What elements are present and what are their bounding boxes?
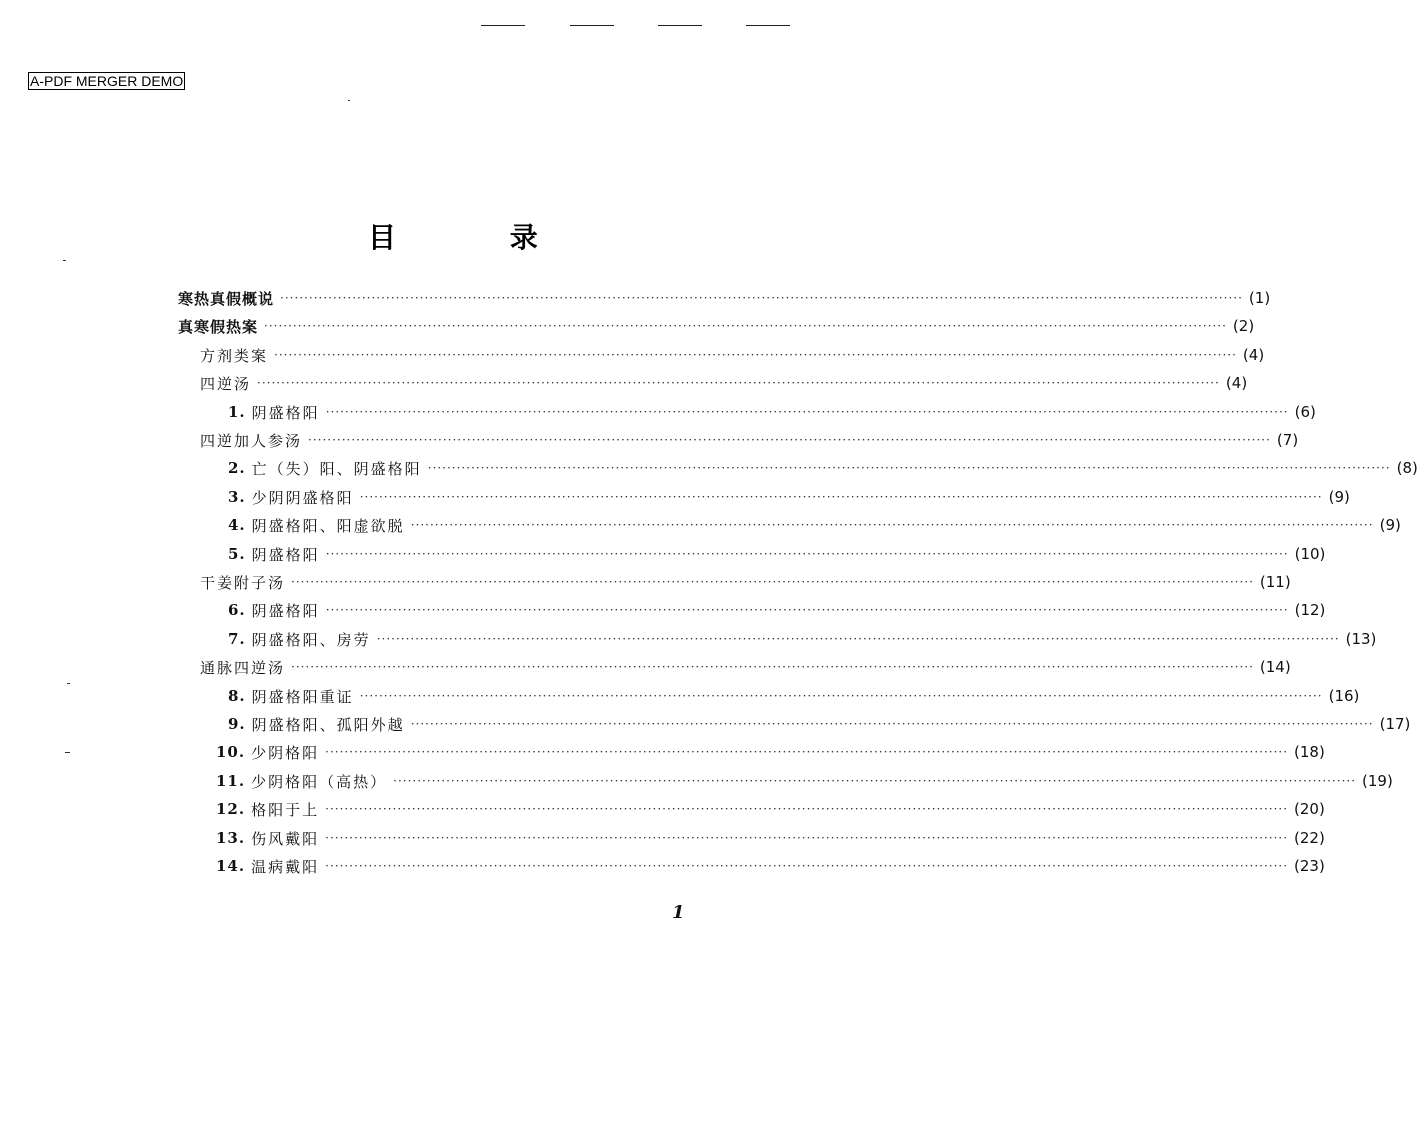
toc-entry-page <box>1226 374 1247 392</box>
toc-entry-page <box>1233 317 1254 335</box>
paren-close: ) <box>1258 346 1265 364</box>
toc-entry[interactable] <box>228 625 1377 653</box>
paren-close: ) <box>1318 829 1325 847</box>
paren-open: ( <box>1379 516 1386 534</box>
toc-entry-number: 8. <box>228 687 246 705</box>
toc-page-number: 7 <box>1282 431 1293 449</box>
toc-page-number: 2 <box>1238 317 1249 335</box>
toc-entry-page <box>1329 488 1350 506</box>
toc-entry-page <box>1346 630 1377 648</box>
toc-entry[interactable] <box>228 511 1401 539</box>
paren-close: ) <box>1292 431 1299 449</box>
paren-close: ) <box>1318 800 1325 818</box>
toc-entry-page <box>1260 658 1291 676</box>
toc-entry-page <box>1295 545 1326 563</box>
toc-entry-page <box>1249 289 1270 307</box>
toc-entry-label: 阴盛格阳重证 <box>251 687 354 706</box>
paren-open: ( <box>1294 743 1300 761</box>
toc-entry-label: 四逆汤 <box>200 374 252 393</box>
toc-entry-number: 13. <box>216 829 246 847</box>
toc-entry[interactable] <box>200 426 1299 454</box>
paren-close: ) <box>1319 545 1326 563</box>
toc-entry-page <box>1295 403 1316 421</box>
toc-entry[interactable] <box>178 284 1271 312</box>
toc-entry-page <box>1397 459 1418 477</box>
toc-entry[interactable] <box>228 710 1411 738</box>
toc-dot-leader: ········································································································································································································ <box>325 405 1289 419</box>
toc-dot-leader: ········································································································································································································ <box>274 348 1237 362</box>
paren-close: ) <box>1241 374 1248 392</box>
toc-entry-page <box>1260 573 1291 591</box>
paren-open: ( <box>1294 829 1300 847</box>
scan-speck <box>67 683 70 684</box>
toc-dot-leader: ········································································································································································································ <box>325 859 1289 873</box>
paren-open: ( <box>1259 573 1266 591</box>
toc-entry-page <box>1294 743 1325 761</box>
toc-entry-label: 少阴格阳（高热） <box>251 772 388 791</box>
page-number: 1 <box>672 902 685 923</box>
toc-dot-leader: ········································································································································································································ <box>427 461 1391 475</box>
toc-page-number: 8 <box>1402 459 1412 477</box>
toc-entry-number: 2. <box>228 459 246 477</box>
toc-page-number: 6 <box>1300 403 1310 421</box>
toc-dot-leader: ········································································································································································································ <box>325 547 1289 561</box>
paren-close: ) <box>1353 687 1360 705</box>
toc-page-number: 18 <box>1299 743 1319 761</box>
toc-page-number: 9 <box>1385 516 1395 534</box>
toc-page-number: 17 <box>1385 715 1405 733</box>
toc-entry-number: 9. <box>228 715 246 733</box>
toc-entry-label: 温病戴阳 <box>251 857 320 876</box>
toc-entry-label: 干姜附子汤 <box>200 573 286 592</box>
toc-dot-leader: ········································································································································································································ <box>325 745 1289 759</box>
toc-dot-leader: ········································································································································································································ <box>359 490 1323 504</box>
paren-open: ( <box>1294 601 1301 619</box>
paren-open: ( <box>1232 317 1239 335</box>
toc-dot-leader: ········································································································································································································ <box>291 575 1254 589</box>
paren-open: ( <box>1379 715 1386 733</box>
toc-entry-number: 14. <box>216 857 246 875</box>
toc-entry-number: 3. <box>228 488 246 506</box>
toc-entry-page <box>1362 772 1393 790</box>
toc-entry-page <box>1295 601 1326 619</box>
toc-entry-page <box>1243 346 1264 364</box>
paren-open: ( <box>1294 800 1300 818</box>
toc-entry[interactable] <box>216 852 1325 880</box>
toc-page-number: 14 <box>1265 658 1285 676</box>
paren-open: ( <box>1362 772 1368 790</box>
toc-dot-leader: ········································································································································································································ <box>410 518 1374 532</box>
paren-close: ) <box>1394 516 1401 534</box>
toc-entry-number: 5. <box>228 545 246 563</box>
toc-entry-number: 11. <box>216 772 246 790</box>
page-title: 目 录 <box>368 221 590 254</box>
toc-dot-leader: ········································································································································································································ <box>376 632 1340 646</box>
toc-page-number: 20 <box>1299 800 1319 818</box>
toc-entry-label: 阴盛格阳、阳虚欲脱 <box>251 516 405 535</box>
toc-entry[interactable] <box>200 568 1291 596</box>
paren-open: ( <box>1328 687 1335 705</box>
paren-close: ) <box>1318 857 1325 875</box>
paren-close: ) <box>1318 743 1325 761</box>
toc-entry[interactable] <box>228 398 1316 426</box>
toc-dot-leader: ········································································································································································································ <box>359 689 1323 703</box>
toc-entry-number: 4. <box>228 516 246 534</box>
toc-page-number: 16 <box>1334 687 1354 705</box>
toc-entry[interactable] <box>216 824 1325 852</box>
toc-entry[interactable] <box>228 454 1418 482</box>
toc-page-number: 4 <box>1231 374 1242 392</box>
toc-page-number: 13 <box>1351 630 1371 648</box>
toc-page-number: 19 <box>1367 772 1387 790</box>
toc-entry-page <box>1277 431 1298 449</box>
paren-close: ) <box>1284 658 1291 676</box>
toc-entry-number: 7. <box>228 630 246 648</box>
paren-close: ) <box>1404 715 1411 733</box>
toc-entry-label: 少阴阴盛格阳 <box>251 488 354 507</box>
toc-entry-number: 1. <box>228 403 246 421</box>
toc-page-number: 1 <box>1254 289 1265 307</box>
watermark-label: A-PDF MERGER DEMO <box>30 73 184 89</box>
toc-entry[interactable] <box>200 341 1265 369</box>
header-rule-3 <box>658 25 702 26</box>
toc-entry-label: 阴盛格阳 <box>251 545 320 564</box>
toc-page-number: 23 <box>1299 857 1319 875</box>
toc-page-number: 4 <box>1248 346 1259 364</box>
toc-dot-leader: ········································································································································································································ <box>325 831 1289 845</box>
toc-entry[interactable] <box>178 312 1255 340</box>
toc-entry-label: 通脉四逆汤 <box>200 658 286 677</box>
toc-dot-leader: ········································································································································································································ <box>410 717 1374 731</box>
toc-entry[interactable] <box>216 767 1393 795</box>
paren-close: ) <box>1370 630 1377 648</box>
paren-open: ( <box>1396 459 1403 477</box>
toc-entry-page <box>1380 715 1411 733</box>
header-rule-1 <box>481 25 525 26</box>
paren-close: ) <box>1343 488 1350 506</box>
paren-close: ) <box>1411 459 1418 477</box>
toc-entry[interactable] <box>228 540 1326 568</box>
toc-page-number: 11 <box>1265 573 1285 591</box>
header-rule-4 <box>746 25 790 26</box>
paren-close: ) <box>1319 601 1326 619</box>
paren-open: ( <box>1242 346 1249 364</box>
paren-open: ( <box>1294 857 1300 875</box>
toc-entry[interactable] <box>228 682 1360 710</box>
paren-close: ) <box>1248 317 1255 335</box>
toc-entry-page <box>1380 516 1401 534</box>
paren-close: ) <box>1264 289 1271 307</box>
toc-dot-leader: ········································································································································································································ <box>325 603 1289 617</box>
toc-entry-label: 格阳于上 <box>251 800 320 819</box>
paren-open: ( <box>1225 374 1232 392</box>
toc-dot-leader: ········································································································································································································ <box>325 802 1289 816</box>
toc-entry-label: 阴盛格阳 <box>251 601 320 620</box>
paren-open: ( <box>1248 289 1255 307</box>
toc-page-number: 9 <box>1334 488 1344 506</box>
paren-open: ( <box>1259 658 1266 676</box>
toc-dot-leader: ········································································································································································································ <box>257 376 1220 390</box>
paren-close: ) <box>1284 573 1291 591</box>
paren-open: ( <box>1294 403 1301 421</box>
toc-entry[interactable] <box>228 596 1326 624</box>
toc-entry-label: 寒热真假概说 <box>178 289 275 308</box>
toc-entry[interactable] <box>228 483 1350 511</box>
toc-entry-label: 阴盛格阳、孤阳外越 <box>251 715 405 734</box>
toc-entry-number: 10. <box>216 743 246 761</box>
paren-open: ( <box>1294 545 1301 563</box>
toc-dot-leader: ········································································································································································································ <box>291 660 1254 674</box>
scan-speck <box>348 100 350 101</box>
toc-dot-leader: ········································································································································································································ <box>308 433 1271 447</box>
scan-speck <box>63 260 66 261</box>
toc-entry-label: 伤风戴阳 <box>251 829 320 848</box>
toc-entry-label: 真寒假热案 <box>178 317 259 336</box>
toc-entry-label: 阴盛格阳、房劳 <box>251 630 371 649</box>
toc-entry-number: 6. <box>228 601 246 619</box>
paren-close: ) <box>1386 772 1393 790</box>
paren-open: ( <box>1276 431 1283 449</box>
paren-open: ( <box>1328 488 1335 506</box>
toc-entry-label: 亡（失）阳、阴盛格阳 <box>251 459 422 478</box>
toc-entry-label: 四逆加人参汤 <box>200 431 303 450</box>
toc-entry-number: 12. <box>216 800 246 818</box>
toc-dot-leader: ········································································································································································································ <box>264 319 1227 333</box>
toc-entry[interactable] <box>216 795 1325 823</box>
toc-entry[interactable] <box>200 653 1291 681</box>
scan-speck <box>65 752 70 753</box>
toc-entry-page <box>1329 687 1360 705</box>
toc-entry-label: 方剂类案 <box>200 346 269 365</box>
paren-close: ) <box>1309 403 1316 421</box>
toc-page-number: 10 <box>1300 545 1320 563</box>
toc-dot-leader: ········································································································································································································ <box>280 291 1243 305</box>
toc-dot-leader: ········································································································································································································ <box>393 774 1357 788</box>
header-rule-2 <box>570 25 614 26</box>
toc-entry[interactable] <box>200 369 1248 397</box>
toc-page-number: 12 <box>1300 601 1320 619</box>
toc-page-number: 22 <box>1299 829 1319 847</box>
toc-entry-page <box>1294 857 1325 875</box>
toc-entry[interactable] <box>216 738 1325 766</box>
toc-entry-label: 阴盛格阳 <box>251 403 320 422</box>
paren-open: ( <box>1345 630 1352 648</box>
toc-entry-label: 少阴格阳 <box>251 743 320 762</box>
toc-entry-page <box>1294 800 1325 818</box>
toc-entry-page <box>1294 829 1325 847</box>
